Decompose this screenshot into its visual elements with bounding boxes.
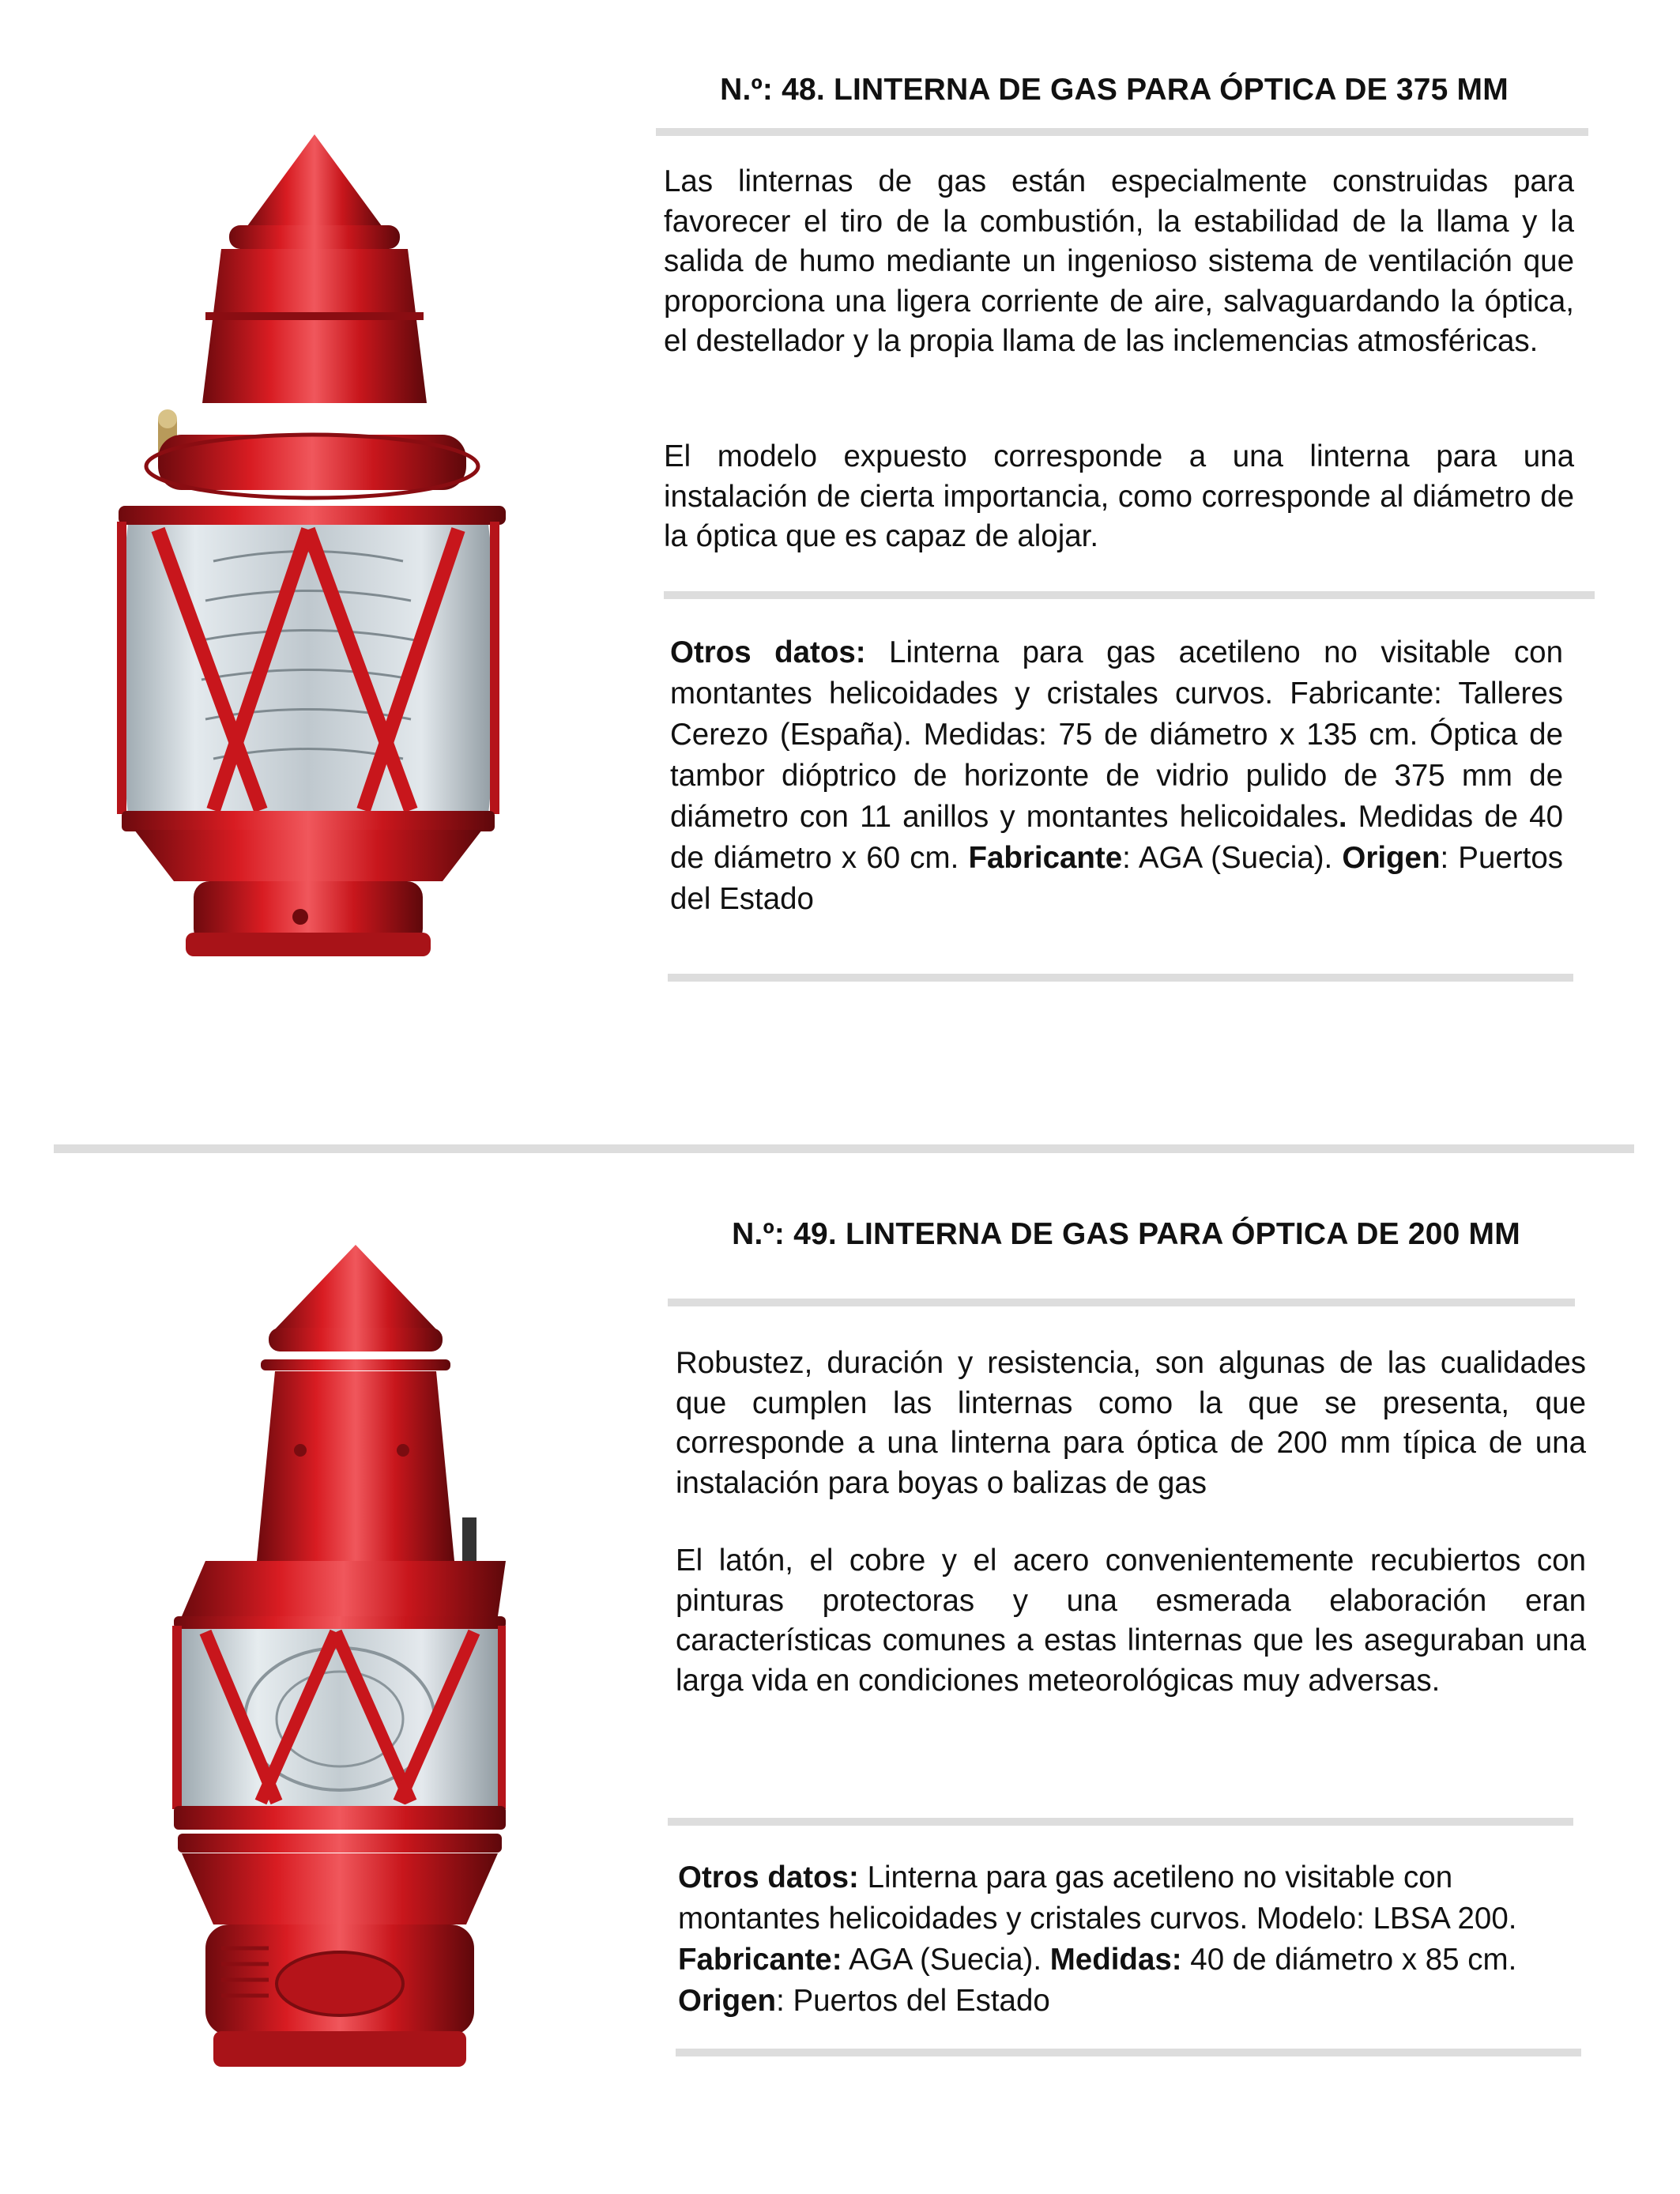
entry-49-description-1: Robustez, duración y resistencia, son algunas de las cualidades que cumplen las linternas como la que se presenta, que corresponde a una linterna para óptica de 200 mm típica de una instalación para boyas o balizas de gas [676, 1346, 1586, 1500]
otros-datos-label: Otros datos: [670, 635, 866, 669]
otros-datos-text-2: Medidas de 40 de diámetro x 60 cm. [670, 800, 1563, 875]
section-separator [54, 1144, 1634, 1153]
entry-48-divider-2 [664, 591, 1595, 599]
origen-label: Origen [1342, 841, 1441, 875]
otros-datos-text-3: 40 de diámetro x 85 cm. [1181, 1943, 1517, 1977]
otros-datos-period: . [1338, 800, 1347, 834]
otros-datos-text-1: Linterna para gas acetileno no visitable con montantes helicoidades y cristales curvos. Modelo: LBSA 200. [678, 1860, 1517, 1936]
otros-datos-text-3: : AGA (Suecia). [1122, 841, 1343, 875]
entry-49-divider-3 [676, 2049, 1581, 2056]
fabricante-label: Fabricante [968, 841, 1123, 875]
otros-datos-text-4: : Puertos del Estado [776, 1984, 1050, 2018]
entry-49-description-2: El latón, el cobre y el acero convenientemente recubiertos con pinturas protectoras y una esmerada elaboración eran características comunes a estas linternas que les aseguraban una larga vida en condiciones meteorológicas muy adversas. [676, 1544, 1586, 1698]
entry-48-otros-datos [670, 632, 1563, 920]
entry-49-otros-datos [678, 1857, 1579, 2022]
medidas-label: Medidas: [1049, 1943, 1182, 1977]
entry-48-title: N.º: 48. LINTERNA DE GAS PARA ÓPTICA DE 375 MM [720, 73, 1509, 107]
entry-48-title-divider [656, 128, 1588, 136]
entry-48-description-2: El modelo expuesto corresponde a una linterna para una instalación de cierta importancia, como corresponde al diámetro de la óptica que es capaz de alojar. [664, 439, 1574, 553]
lantern-49-photo [158, 1245, 506, 2075]
otros-datos-text-4: : Puertos del Estado [670, 841, 1563, 916]
origen-label: Origen [678, 1984, 777, 2018]
otros-datos-label: Otros datos: [678, 1860, 859, 1894]
fabricante-label: Fabricante: [678, 1943, 842, 1977]
entry-49-title-divider [668, 1299, 1575, 1306]
entry-49-divider-2 [668, 1818, 1573, 1826]
entry-49-title: N.º: 49. LINTERNA DE GAS PARA ÓPTICA DE 200 MM [732, 1217, 1520, 1251]
entry-48-description-1: Las linternas de gas están especialmente construidas para favorecer el tiro de la combustión, la estabilidad de la llama y la salida de humo mediante un ingenioso sistema de ventilación que proporciona una ligera corriente de aire, salvaguardando la óptica, el destellador y la propia llama de las inclemencias atmosféricas. [664, 164, 1574, 358]
otros-datos-text-1: Linterna para gas acetileno no visitable con montantes helicoidades y cristales curvos. Fabricante: Talleres Cerezo (España). Medidas: 75 de diámetro x 135 cm. Óptica de tambor dióptrico de horizonte de vidrio pulido de 375 mm de diámetro con 11 anillos y montantes helicoidales [670, 635, 1563, 834]
lantern-48-photo [111, 134, 506, 964]
entry-48-divider-3 [668, 974, 1573, 982]
otros-datos-text-2: AGA (Suecia). [842, 1943, 1050, 1977]
